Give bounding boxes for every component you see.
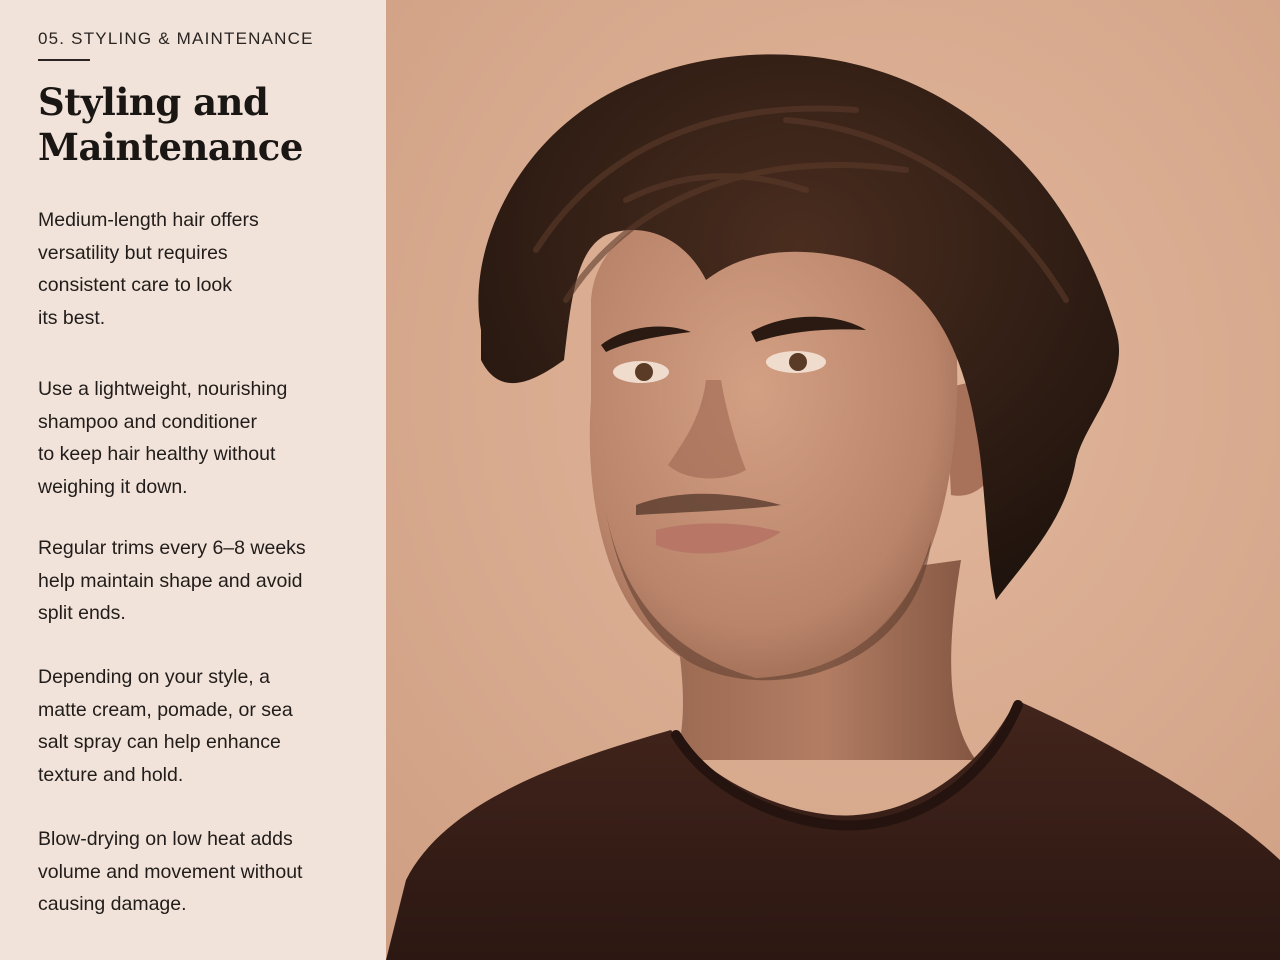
- paragraph-line: Depending on your style, a: [38, 666, 270, 688]
- paragraph-line: weighing it down.: [38, 475, 188, 498]
- right-iris: [789, 353, 807, 371]
- paragraph-products: [38, 661, 293, 791]
- paragraph-line: Blow-drying on low heat adds: [38, 828, 293, 850]
- paragraph-line: split ends.: [38, 602, 126, 624]
- paragraph-line: Medium-length hair offers: [38, 209, 259, 231]
- paragraph-line: consistent care to look: [38, 274, 233, 296]
- eyebrow-divider: [38, 59, 90, 61]
- portrait-photo: [386, 0, 1280, 960]
- title-line: Styling and: [38, 80, 269, 124]
- paragraph-line: causing damage.: [38, 893, 187, 915]
- paragraph-blow-drying: [38, 823, 302, 921]
- paragraph-line: Regular trims every 6–8 weeks: [38, 537, 306, 559]
- section-eyebrow: 05. STYLING & MAINTENANCE: [38, 29, 314, 48]
- paragraph-line: shampoo and conditioner: [38, 410, 257, 433]
- paragraph-line: its best.: [38, 306, 106, 329]
- text-panel: [0, 0, 386, 960]
- paragraph-line: matte cream, pomade, or sea: [38, 698, 293, 721]
- title-line: Maintenance: [38, 125, 303, 169]
- paragraph-line: to keep hair healthy without: [38, 443, 276, 465]
- paragraph-line: versatility but requires: [38, 241, 228, 264]
- paragraph-line: salt spray can help enhance: [38, 731, 281, 753]
- paragraph-line: help maintain shape and avoid: [38, 569, 303, 592]
- page-title: [38, 80, 303, 170]
- paragraph-line: volume and movement without: [38, 860, 303, 883]
- paragraph-line: Use a lightweight, nourishing: [38, 378, 288, 400]
- paragraph-line: texture and hold.: [38, 763, 184, 786]
- left-iris: [635, 363, 653, 381]
- portrait-illustration: [386, 0, 1280, 960]
- paragraph-intro: [38, 204, 259, 334]
- paragraph-shampoo: [38, 373, 287, 503]
- paragraph-trims: [38, 532, 306, 630]
